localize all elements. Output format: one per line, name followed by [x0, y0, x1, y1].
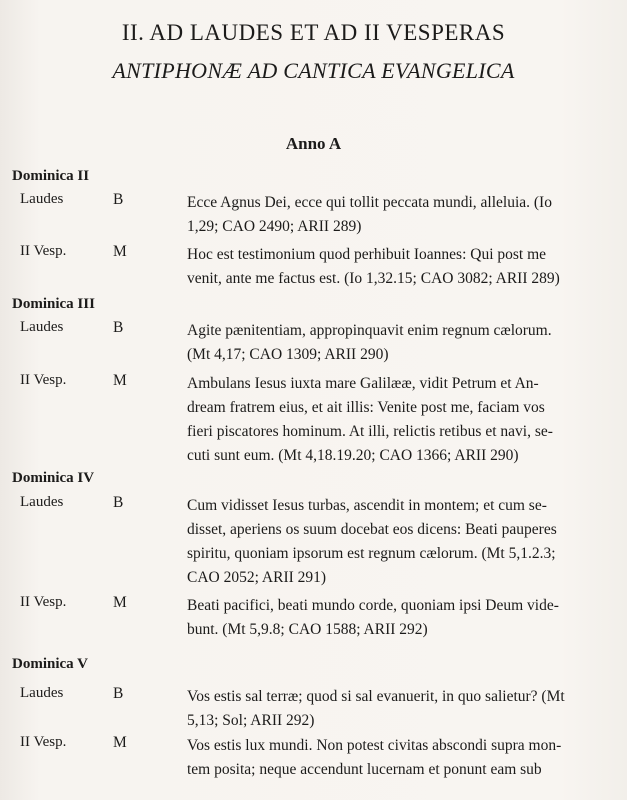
antiphon-line: Agite pænitentiam, appropinquavit enim regnum cælorum. — [187, 322, 552, 339]
section-title-dominica-iv: Dominica IV — [12, 470, 95, 486]
year-heading: Anno A — [285, 134, 342, 153]
antiphon-line: Hoc est testimonium quod perhibuit Ioannes: Qui post me — [187, 246, 547, 263]
office-label: II Vesp. — [20, 594, 67, 610]
antiphon-text — [187, 734, 573, 782]
antiphon-line: disset, aperiens os suum docebat eos dicens: Beati pauperes — [187, 521, 557, 538]
antiphon-text — [187, 685, 573, 733]
canticle-label: M — [113, 372, 127, 389]
office-label: II Vesp. — [20, 372, 67, 388]
antiphon-text — [187, 594, 573, 642]
antiphon-line: (Mt 4,17; CAO 1309; ARII 290) — [187, 346, 389, 363]
antiphon-line: tem posita; neque accendunt lucernam et ponunt eam sub — [187, 761, 542, 778]
office-label: II Vesp. — [20, 734, 67, 750]
antiphon-line: venit, ante me factus est. (Io 1,32.15; CAO 3082; ARII 289) — [187, 270, 560, 287]
chapter-title: II. AD LAUDES ET AD II VESPERAS — [121, 20, 506, 45]
antiphon-line: Ecce Agnus Dei, ecce qui tollit peccata mundi, alleluia. (Io — [187, 194, 552, 211]
antiphon-line: Ambulans Iesus iuxta mare Galilææ, vidit Petrum et An- — [187, 375, 539, 392]
antiphon-line: Beati pacifici, beati mundo corde, quoniam ipsi Deum vide- — [187, 597, 559, 614]
antiphon-text — [187, 494, 573, 590]
antiphon-line: fieri piscatores hominum. At illi, relictis retibus et navi, se- — [187, 423, 553, 440]
antiphon-line: spiritu, quoniam ipsorum est regnum cælorum. (Mt 5,1.2.3; — [187, 545, 556, 562]
canticle-label: B — [113, 191, 124, 208]
antiphon-text — [187, 372, 573, 468]
section-title-dominica-iii: Dominica III — [12, 296, 95, 312]
office-label: Laudes — [20, 319, 64, 335]
antiphon-text — [187, 243, 573, 291]
antiphon-line: Vos estis lux mundi. Non potest civitas abscondi supra mon- — [187, 737, 562, 754]
canticle-label: M — [113, 243, 127, 260]
antiphon-line: 5,13; Sol; ARII 292) — [187, 712, 315, 729]
section-title-dominica-v: Dominica V — [12, 656, 88, 672]
canticle-label: B — [113, 319, 124, 336]
antiphon-line: CAO 2052; ARII 291) — [187, 569, 327, 586]
canticle-label: M — [113, 734, 127, 751]
office-label: Laudes — [20, 494, 64, 510]
antiphon-line: Cum vidisset Iesus turbas, ascendit in montem; et cum se- — [187, 497, 547, 514]
canticle-label: M — [113, 594, 127, 611]
antiphon-line: bunt. (Mt 5,9.8; CAO 1588; ARII 292) — [187, 621, 428, 638]
office-label: Laudes — [20, 191, 64, 207]
antiphon-line: Vos estis sal terræ; quod si sal evanuerit, in quo salietur? (Mt — [187, 688, 565, 705]
antiphon-text — [187, 319, 573, 367]
antiphon-line: dream fratrem eius, et ait illis: Venite post me, faciam vos — [187, 399, 545, 416]
canticle-label: B — [113, 685, 124, 702]
section-title-dominica-ii: Dominica II — [12, 168, 90, 184]
office-label: Laudes — [20, 685, 64, 701]
antiphon-text — [187, 191, 573, 239]
chapter-subtitle: ANTIPHONÆ AD CANTICA EVANGELICA — [112, 58, 515, 83]
antiphon-line: 1,29; CAO 2490; ARII 289) — [187, 218, 362, 235]
antiphon-line: cuti sunt eum. (Mt 4,18.19.20; CAO 1366; ARII 290) — [187, 447, 519, 464]
office-label: II Vesp. — [20, 243, 67, 259]
canticle-label: B — [113, 494, 124, 511]
